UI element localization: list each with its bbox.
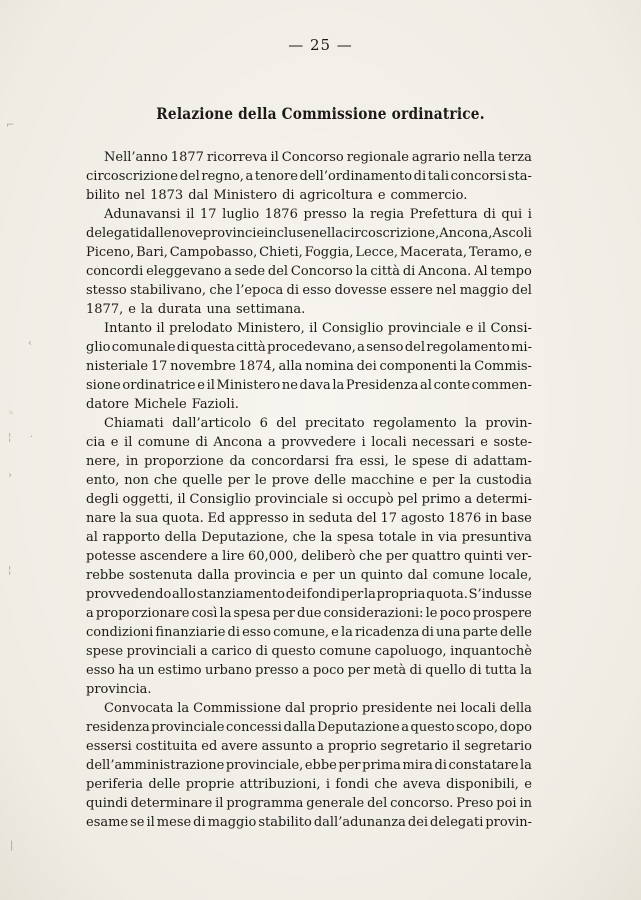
text-line: nere, in proporzione da concordarsi fra essi, le spese di adattam- [86, 454, 532, 469]
text-line: glio comunale di questa città procedevano, a senso del regolamento mi- [86, 340, 532, 355]
text-line: delegati dalle nove provincie incluse nella circoscrizione, Ancona, Ascoli [86, 226, 532, 241]
text-line: Nell’anno 1877 ricorreva il Concorso regionale agrario nella terza [104, 150, 532, 165]
text-line: concordi eleggevano a sede del Concorso la città di Ancona. Al tempo [86, 264, 532, 279]
text-line: provincia. [86, 682, 152, 697]
text-line: Convocata la Commissione dal proprio presidente nei locali della [104, 701, 532, 716]
text-line: cia e il comune di Ancona a provvedere i locali necessari e soste- [86, 435, 532, 450]
margin-mark: ⌐ [6, 120, 15, 131]
text-line: a proporzionare così la spesa per due considerazioni: le poco prospere [86, 606, 532, 621]
text-line: rebbe sostenuta dalla provincia e per un quinto dal comune locale, [86, 568, 532, 583]
text-line: periferia delle proprie attribuzioni, i fondi che aveva disponibili, e [86, 777, 532, 792]
text-line: Piceno, Bari, Campobasso, Chieti, Foggia, Lecce, Macerata, Teramo, e [86, 245, 532, 260]
text-line: esso ha un estimo urbano presso a poco per metà di quello di tutta la [86, 663, 532, 678]
text-line: sione ordinatrice e il Ministero ne dava la Presidenza al conte commen- [86, 378, 532, 393]
text-line: nare la sua quota. Ed appresso in seduta del 17 agosto 1876 in base [86, 511, 532, 526]
page-number: — 25 — [288, 36, 353, 54]
text-line: Adunavansi il 17 luglio 1876 presso la regia Prefettura di qui i [104, 207, 532, 222]
text-line: bilito nel 1873 dal Ministero di agricoltura e commercio. [86, 188, 468, 203]
text-line: Intanto il prelodato Ministero, il Consiglio provinciale e il Consi- [104, 321, 532, 336]
text-line: residenza provinciale concessi dalla Deputazione a questo scopo, dopo [86, 720, 532, 735]
text-line: stesso stabilivano, che l’epoca di esso dovesse essere nel maggio del [86, 283, 532, 298]
margin-mark: ‹ [28, 338, 32, 349]
text-line: condizioni finanziarie di esso comune, e la ricadenza di una parte delle [86, 625, 532, 640]
margin-mark: › [8, 470, 12, 481]
margin-mark: · [30, 432, 34, 443]
text-line: degli oggetti, il Consiglio provinciale si occupò pel primo a determi- [86, 492, 532, 507]
margin-mark: ¦ [8, 432, 12, 443]
text-line: esame se il mese di maggio stabilito dall’adunanza dei delegati provin- [86, 815, 532, 830]
text-line: provvedendo allo stanziamento dei fondi per la propria quota. S’indusse [86, 587, 532, 602]
margin-mark: ¦ [8, 565, 12, 576]
text-line: dell’amministrazione provinciale, ebbe per prima mira di constatare la [86, 758, 532, 773]
text-line: 1877, e la durata una settimana. [86, 302, 306, 317]
text-line: quindi determinare il programma generale del concorso. Preso poi in [86, 796, 532, 811]
text-line: datore Michele Fazioli. [86, 397, 239, 412]
margin-mark: | [10, 840, 14, 851]
text-line: al rapporto della Deputazione, che la spesa totale in via presuntiva [86, 530, 532, 545]
text-line: circoscrizione del regno, a tenore dell’ordinamento di tali concorsi sta- [86, 169, 532, 184]
text-line: potesse ascendere a lire 60,000, deliberò che per quattro quinti ver- [86, 549, 532, 564]
text-line: spese provinciali a carico di questo comune capoluogo, inquantochè [86, 644, 532, 659]
text-line: ento, non che quelle per le prove delle macchine e per la custodia [86, 473, 532, 488]
text-line: nisteriale 17 novembre 1874, alla nomina dei componenti la Commis- [86, 359, 532, 374]
section-title: Relazione della Commissione ordinatrice. [156, 104, 485, 123]
text-line: essersi costituita ed avere assunto a proprio segretario il segretario [86, 739, 532, 754]
text-line: Chiamati dall’articolo 6 del precitato regolamento la provin- [104, 416, 532, 431]
body-text [86, 148, 532, 832]
margin-mark: ◦ [8, 408, 14, 419]
